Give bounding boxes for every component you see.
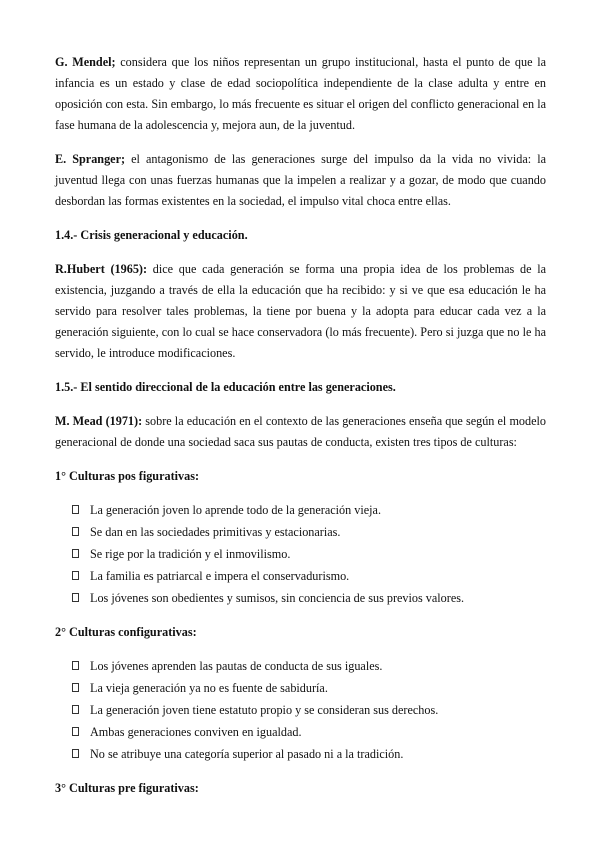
square-bullet-icon xyxy=(72,527,79,536)
list-item xyxy=(55,744,546,765)
list-item-text: Se rige por la tradición y el inmovilismo. xyxy=(90,547,291,561)
list-item xyxy=(55,722,546,743)
paragraph-spranger-text: el antagonismo de las generaciones surge del impulso da la vida no vivida: la juventud llega con unas fuerzas humanas que la impelen a realizar y a gozar, de modo que cuando desbordan las formas existentes en la sociedad, el impulso vital choca entre ellas. xyxy=(55,152,547,208)
square-bullet-icon xyxy=(72,549,79,558)
square-bullet-icon xyxy=(72,505,79,514)
heading-section-1-5: 1.5.- El sentido direccional de la educación entre las generaciones. xyxy=(55,380,396,394)
list-item xyxy=(55,500,546,521)
square-bullet-icon xyxy=(72,727,79,736)
list-item xyxy=(55,656,546,677)
paragraph-mead xyxy=(55,411,546,453)
heading-cultures-configurativas: 2° Culturas configurativas: xyxy=(55,625,197,639)
square-bullet-icon xyxy=(72,593,79,602)
paragraph-hubert xyxy=(55,259,546,364)
list-item xyxy=(55,678,546,699)
square-bullet-icon xyxy=(72,661,79,670)
author-hubert: R.Hubert (1965): xyxy=(55,262,148,276)
list-item-text: La generación joven lo aprende todo de la generación vieja. xyxy=(90,503,382,517)
paragraph-spranger xyxy=(55,149,546,212)
paragraph-hubert-text: dice que cada generación se forma una propia idea de los problemas de la existencia, juzgando a través de ella la educación que ha recibido: y si ve que esa educación le ha servido para resolver tales problemas, la tiene por buena y la adopta para educar cada vez a la generación siguiente, con lo cual se hace conservadora (lo más frecuente). Pero si juzga que no le ha servido, le introduce modificaciones. xyxy=(55,262,547,360)
list-posfigurativas xyxy=(55,500,546,609)
heading-section-1-4: 1.4.- Crisis generacional y educación. xyxy=(55,228,248,242)
paragraph-mead-text: sobre la educación en el contexto de las generaciones enseña que según el modelo generacional de donde una sociedad saca sus pautas de conducta, existen tres tipos de culturas: xyxy=(55,414,546,449)
list-item-text: No se atribuye una categoría superior al pasado ni a la tradición. xyxy=(90,747,404,761)
square-bullet-icon xyxy=(72,571,79,580)
heading-cultures-posfigurativas: 1° Culturas pos figurativas: xyxy=(55,469,200,483)
list-item-text: La generación joven tiene estatuto propio y se consideran sus derechos. xyxy=(90,703,439,717)
paragraph-mendel xyxy=(55,52,546,136)
author-mead: M. Mead (1971): xyxy=(55,414,143,428)
square-bullet-icon xyxy=(72,705,79,714)
square-bullet-icon xyxy=(72,683,79,692)
document-page xyxy=(55,52,546,812)
list-item xyxy=(55,522,546,543)
list-item xyxy=(55,588,546,609)
list-item-text: Ambas generaciones conviven en igualdad. xyxy=(90,725,302,739)
list-item-text: La familia es patriarcal e impera el conservadurismo. xyxy=(90,569,350,583)
list-item-text: Los jóvenes son obedientes y sumisos, sin conciencia de sus previos valores. xyxy=(90,591,465,605)
list-item xyxy=(55,566,546,587)
list-item-text: Los jóvenes aprenden las pautas de conducta de sus iguales. xyxy=(90,659,383,673)
author-mendel: G. Mendel; xyxy=(55,55,116,69)
list-item xyxy=(55,700,546,721)
list-item xyxy=(55,544,546,565)
heading-cultures-prefigurativas: 3° Culturas pre figurativas: xyxy=(55,781,199,795)
paragraph-mendel-text: considera que los niños representan un grupo institucional, hasta el punto de que la infancia es un estado y clase de edad sociopolítica independiente de la clase adulta y entre en oposición con esta. Sin embargo, lo más frecuente es situar el origen del conflicto generacional en la fase humana de la adolescencia y, mejora aun, de la juventud. xyxy=(55,55,546,132)
author-spranger: E. Spranger; xyxy=(55,152,126,166)
list-item-text: Se dan en las sociedades primitivas y estacionarias. xyxy=(90,525,341,539)
list-item-text: La vieja generación ya no es fuente de sabiduría. xyxy=(90,681,328,695)
square-bullet-icon xyxy=(72,749,79,758)
list-configurativas xyxy=(55,656,546,765)
